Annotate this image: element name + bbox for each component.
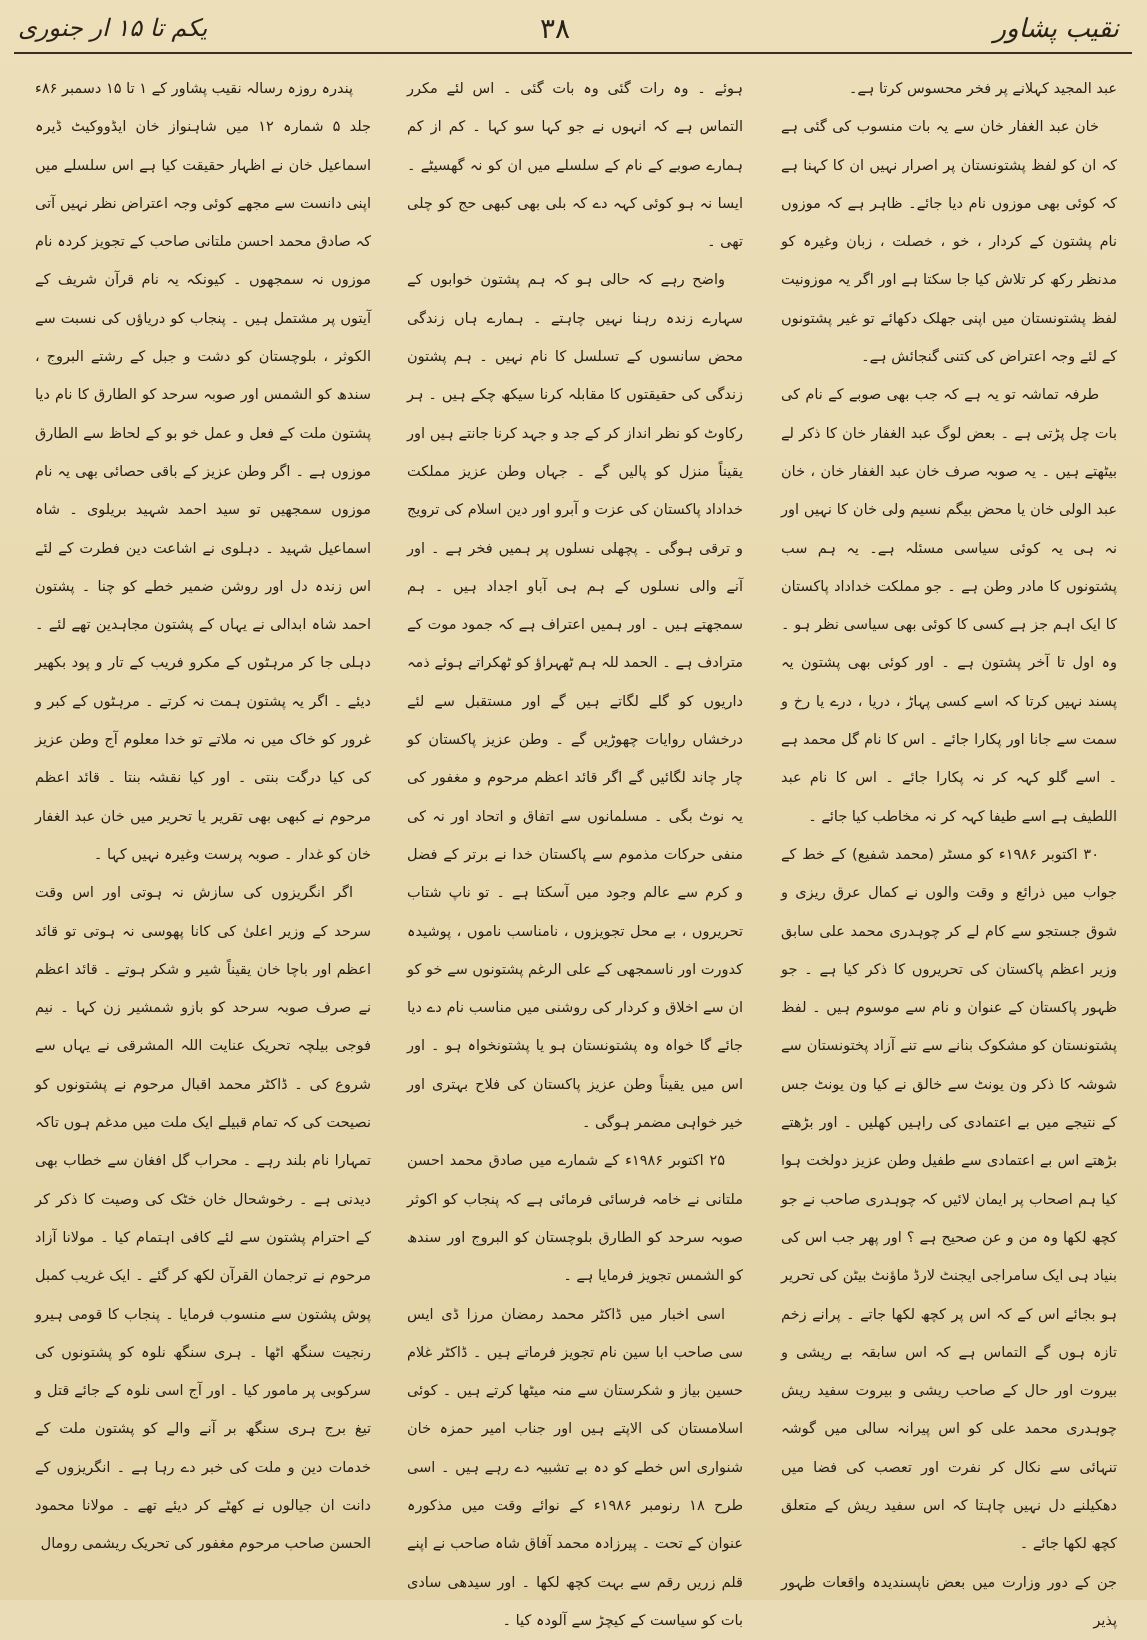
header-divider bbox=[14, 52, 1132, 54]
column-middle bbox=[407, 70, 743, 1586]
paragraph: جن کے دور وزارت میں بعض ناپسندیدہ واقعات ظہور پذیر bbox=[781, 1564, 1117, 1640]
magazine-title: نقیب پشاور bbox=[994, 14, 1120, 44]
paragraph: اسی اخبار میں ڈاکٹر محمد رمضان مرزا ڈی ایس سی صاحب ابا سین نام تجویز فرماتے ہیں ۔ ڈاکٹر غلام حسین بیاز و شکرستان سے منہ میٹھا کرتے ہیں ۔ کوئی اسلامستان کی الاپتے ہیں اور جناب امیر حمزہ خان شنواری اس خطے کو دہ بے تشبیہ دے رہے ہیں ۔ اسی طرح ۱۸ رنومبر ۱۹۸۶ء کے نوائے وقت میں مذکورہ عنوان کے تحت ۔ پیرزادہ محمد آفاق شاہ صاحب نے اپنے قلم زریں رقم سے بہت کچھ لکھا ۔ اور سیدھی سادی بات کو سیاست کے کیچڑ سے آلودہ کیا ۔ bbox=[407, 1296, 743, 1640]
page-header bbox=[0, 8, 1147, 52]
paragraph: پندرہ روزہ رسالہ نقیب پشاور کے ۱ تا ۱۵ دسمبر ۸۶ء جلد ۵ شمارہ ۱۲ میں شاہنواز خان ایڈووکیٹ ڈیرہ اسماعیل خان نے اظہار حقیقت کیا ہے اس سلسلے میں اپنی دانست سے مجھے کوئی وجہ اعتراض نظر نہیں آتی کہ صادق محمد احسن ملتانی صاحب کے تجویز کردہ نام موزوں نہ سمجھوں ۔ کیونکہ یہ نام قرآن شریف کے آیتوں پر مشتمل ہیں ۔ پنجاب کو دریاؤں کی نسبت سے الکوثر ، بلوچستان کو دشت و جبل کے رشتے البروج ، سندھ کو الشمس اور صوبہ سرحد کو الطارق کا نام دیا پشتون ملت کے فعل و عمل خو بو کے لحاظ سے الطارق موزوں ہے ۔ اگر وطن عزیز کے باقی حصائی بھی یہ نام موزوں سمجھیں تو سید احمد شہید بریلوی ۔ شاہ اسماعیل شہید ۔ دہلوی نے اشاعت دین فطرت کے لئے اس زندہ دل اور روشن ضمیر خطے کو چنا ۔ پشتون احمد شاہ ابدالی نے یہاں کے پشتون مجاہدین تھے لئے ۔ دہلی جا کر مرہٹوں کے مکرو فریب کے تار و پود بکھیر دیئے ۔ اگر یہ پشتون ہمت نہ کرتے ۔ مرہٹوں کے کبر و غرور کو خاک میں نہ ملاتے تو خدا معلوم آج وطن عزیز کی کیا درگت بنتی ۔ اور کیا نقشہ بنتا ۔ قائد اعظم مرحوم نے کبھی بھی تقریر یا تحریر میں خان عبد الغفار خان کو غدار ۔ صوبہ پرست وغیرہ نہیں کہا ۔ bbox=[35, 70, 371, 874]
paragraph: خان عبد الغفار خان سے یہ بات منسوب کی گئی ہے کہ ان کو لفظ پشتونستان پر اصرار نہیں ان کا کہنا ہے کہ کوئی بھی موزوں نام دیا جائے۔ ظاہر ہے کہ موزوں نام پشتون کے کردار ، خو ، خصلت ، زبان وغیرہ کو مدنظر رکھ کر تلاش کیا جا سکتا ہے اور اگر یہ موزونیت لفظ پشتونستان میں اپنی جھلک دکھائے تو غیر پشتونوں کے لئے وجہ اعتراض کی کتنی گنجائش ہے۔ bbox=[781, 108, 1117, 376]
column-left bbox=[35, 70, 371, 1586]
paragraph: عبد المجید کہلانے پر فخر محسوس کرتا ہے۔ bbox=[781, 70, 1117, 108]
paragraph: واضح رہے کہ حالی ہو کہ ہم پشتون خوابوں کے سہارے زندہ رہنا نہیں چاہتے ۔ ہمارے ہاں زندگی محض سانسوں کے تسلسل کا نام نہیں ۔ ہم پشتون زندگی کی حقیقتوں کا مقابلہ کرنا سیکھ چکے ہیں ۔ ہر رکاوٹ کو نظر انداز کر کے جد و جہد کرنا جانتے ہیں اور یقیناً منزل کو پالیں گے ۔ جہاں وطن عزیز مملکت خداداد پاکستان کی عزت و آبرو اور دین اسلام کی ترویج و ترقی ہوگی ۔ پچھلی نسلوں پر ہمیں فخر ہے ۔ اور آنے والی نسلوں کے ہم ہی آباو اجداد ہیں ۔ ہم سمجھتے ہیں ۔ اور ہمیں اعتراف ہے کہ جمود موت کے مترادف ہے ۔ الحمد للہ ہم ٹھہراؤ کو ٹھکراتے ہوئے ذمہ داریوں کو گلے لگاتے ہیں گے اور مستقبل سے لئے درخشاں روایات چھوڑیں گے ۔ وطن عزیز پاکستان کو چار چاند لگائیں گے اگر قائد اعظم مرحوم و مغفور کی یہ نوٹ بگی ۔ مسلمانوں سے اتفاق و اتحاد اور نہ کی منفی حرکات مذموم سے پاکستان خدا نے برتر کے فضل و کرم سے عالم وجود میں آسکتا ہے ۔ تو ناپ شتاب تحریروں ، بے محل تجویزوں ، نامناسب ناموں ، پوشیدہ کدورت اور ناسمجھی کے علی الرغم پشتونوں سے خو کو ان سے اخلاق و کردار کی روشنی میں مناسب نام دے دیا جائے گا خواہ وہ پشتونستان ہو یا پشتونخواہ ہو ۔ اور اس میں یقیناً وطن عزیز پاکستان کی فلاح بہتری اور خیر خواہی مضمر ہوگی ۔ bbox=[407, 261, 743, 1142]
page-number: ۳۸ bbox=[540, 12, 570, 45]
paragraph: ۲۵ اکتوبر ۱۹۸۶ء کے شمارے میں صادق محمد احسن ملتانی نے خامہ فرسائی فرمائی ہے کہ پنجاب کو اکوثر صوبہ سرحد کو الطارق بلوچستان کو البروج اور سندھ کو الشمس تجویز فرمایا ہے ۔ bbox=[407, 1142, 743, 1295]
paragraph: اگر انگریزوں کی سازش نہ ہوتی اور اس وقت سرحد کے وزیر اعلیٰ کی کانا پھوسی نہ ہوتی تو قائد اعظم اور باچا خان یقیناً شیر و شکر ہوتے ۔ قائد اعظم نے صرف صوبہ سرحد کو بازو شمشیر زن کہا ۔ نیم فوجی بیلچہ تحریک عنایت اللہ المشرقی نے یہاں سے شروع کی ۔ ڈاکٹر محمد اقبال مرحوم نے پشتونوں کو نصیحت کی کہ تمام قبیلے ایک ملت میں مدغم ہوں تاکہ تمہارا نام بلند رہے ۔ محراب گل افغان سے خطاب بھی دیدنی ہے ۔ رخوشحال خان خٹک کی وصیت کا ذکر کر کے احترام پشتون سے لئے کافی اہتمام کیا ۔ مولانا آزاد مرحوم نے ترجمان القرآن لکھ کر گئے ۔ ایک غریب کمبل پوش پشتون سے منسوب فرمایا ۔ پنجاب کا قومی ہیرو رنجیت سنگھ اٹھا ۔ ہری سنگھ نلوہ کو پشتونوں کی سرکوبی پر مامور کیا ۔ اور آج اسی نلوہ کے جائے قتل و تیغ برج ہری سنگھ بر آنے والے کو پشتون ملت کے خدمات دین و ملت کی خبر دے رہا ہے ۔ انگریزوں کے دانت ان جیالوں نے کھٹے کر دیئے تھے ۔ مولانا محمود الحسن صاحب مرحوم مغفور کی تحریک ریشمی رومال bbox=[35, 874, 371, 1563]
paragraph: طرفہ تماشہ تو یہ ہے کہ جب بھی صوبے کے نام کی بات چل پڑتی ہے ۔ بعض لوگ عبد الغفار خان کا ذکر لے بیٹھتے ہیں ۔ یہ صوبہ صرف خان عبد الغفار خان ، خان عبد الولی خان یا محض بیگم نسیم ولی خان کا نہیں اور نہ ہی یہ کوئی سیاسی مسئلہ ہے۔ یہ ہم سب پشتونوں کا مادر وطن ہے ۔ جو مملکت خداداد پاکستان کا ایک اہم جز ہے کسی کا کوئی بھی سیاسی نظر ہو ۔ وہ اول تا آخر پشتون ہے ۔ اور کوئی بھی پشتون یہ پسند نہیں کرتا کہ اسے کسی پہاڑ ، دریا ، درے یا رخ و سمت سے جانا اور پکارا جائے ۔ اس کا نام گل محمد ہے ۔ اسے گلو کہہ کر نہ پکارا جائے ۔ اس کا نام عبد اللطیف ہے اسے طیفا کہہ کر نہ مخاطب کیا جائے ۔ bbox=[781, 376, 1117, 836]
column-right bbox=[781, 70, 1117, 1586]
paragraph: ہوئے ۔ وہ رات گئی وہ بات گئی ۔ اس لئے مکرر التماس ہے کہ انہوں نے جو کہا سو کہا ۔ کم از کم ہمارے صوبے کے نام کے سلسلے میں ان کو نہ گھسیٹے ۔ ایسا نہ ہو کوئی کہہ دے کہ بلی بھی کبھی حج کو چلی تھی ۔ bbox=[407, 70, 743, 261]
issue-dates: یکم تا ۱۵ ار جنوری bbox=[18, 14, 207, 42]
paragraph: ۳۰ اکتوبر ۱۹۸۶ء کو مسٹر (محمد شفیع) کے خط کے جواب میں ذرائع و وقت والوں نے کمال عرق ریزی و شوق جستجو سے کام لے کر چوہدری محمد علی سابق وزیر اعظم پاکستان کی تحریروں کا ذکر کیا ہے ۔ جو ظہور پاکستان کے عنوان و نام سے موسوم ہیں ۔ لفظ پشتونستان کو مشکوک بنانے سے تنے آزاد پختونستان سے شوشہ کا ذکر ون یونٹ سے خالق نے کیا ون یونٹ جس کے نتیجے میں بے اعتمادی کی راہیں کھلیں ۔ اور بڑھتے بڑھتے اس بے اعتمادی سے طفیل وطن عزیز دولخت ہوا کیا ہم اصحاب پر ایمان لائیں کہ چوہدری صاحب نے جو کچھ لکھا وہ من و عن صحیح ہے ؟ اور پھر جب اس کی بنیاد ہی ایک سامراجی ایجنٹ لارڈ ماؤنٹ بیٹن کی تحریر ہو بجائے اس کے کہ اس پر کچھ لکھا جاتے ۔ پرانے زخم تازہ ہوں گے التماس ہے کہ اس سابقہ بے ریشی و بیروت اور حال کے صاحب ریشی و بیروت سفید ریش چوہدری محمد علی کو اس پیرانہ سالی میں گوشہ تنہائی سے نکال کر نفرت اور تعصب کی فضا میں دھکیلنے دل نہیں چاہتا کہ اس سفید ریش کے متعلق کچھ لکھا جائے ۔ bbox=[781, 836, 1117, 1564]
